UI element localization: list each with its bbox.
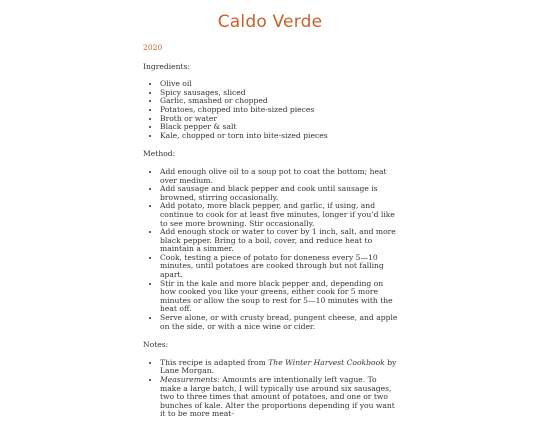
ingredients-heading: Ingredients: bbox=[143, 61, 191, 71]
method-step: • Serve alone, or with crusty bread, pungent cheese, and apple on the side, or with a nice wine or cider. bbox=[160, 314, 398, 331]
note-item bbox=[160, 376, 398, 419]
ingredients-list bbox=[143, 80, 398, 140]
note-item bbox=[160, 359, 398, 376]
note-label: Measurements: bbox=[160, 375, 220, 384]
notes-list bbox=[143, 359, 398, 419]
year-link[interactable]: 2020 bbox=[143, 43, 163, 52]
ingredient-item: • Olive oil bbox=[160, 80, 398, 89]
method-step: • Add enough olive oil to a soup pot to coat the bottom; heat over medium. bbox=[160, 168, 398, 185]
notes-heading: Notes: bbox=[143, 340, 169, 350]
method-step: • Add enough stock or water to cover by 1 inch, salt, and more black pepper. Bring to a boil, cover, and reduce heat to maintain a simmer. bbox=[160, 228, 398, 254]
method-step: • Cook, testing a piece of potato for doneness every 5—10 minutes, until potatoes are cooked through but not falling apart. bbox=[160, 254, 398, 280]
ingredient-item: • Spicy sausages, sliced bbox=[160, 89, 398, 98]
book-title: The Winter Harvest Cookbook bbox=[268, 357, 385, 367]
method-step: • Add potato, more black pepper, and garlic, if using, and continue to cook for at least five minutes, longer if you’d like to see more browning. Stir occasionally. bbox=[160, 202, 398, 228]
method-step: • Stir in the kale and more black pepper and, depending on how cooked you like your greens, either cook for 5 more minutes or allow the soup to rest for 5—10 minutes with the heat off. bbox=[160, 280, 398, 314]
ingredient-item: • Potatoes, chopped into bite-sized pieces bbox=[160, 106, 398, 115]
note-text: Amounts are intentionally left vague. To make a large batch, I will typically use around six sausages, two to three times that amount of potatoes, and one or two bunches of kale. Alter the proportions depending if you want it to be more meat- bbox=[160, 375, 395, 419]
ingredient-item: • Black pepper & salt bbox=[160, 123, 398, 132]
method-list bbox=[143, 168, 398, 331]
ingredient-item: • Kale, chopped or torn into bite-sized pieces bbox=[160, 132, 398, 141]
note-text: by Lane Morgan. bbox=[160, 357, 397, 376]
note-text: This recipe is adapted from bbox=[160, 357, 269, 367]
method-step: • Add sausage and black pepper and cook until sausage is browned, stirring occasionally. bbox=[160, 185, 398, 202]
ingredient-item: • Broth or water bbox=[160, 115, 398, 124]
page-title: Caldo Verde bbox=[217, 12, 323, 32]
recipe-content bbox=[143, 44, 398, 429]
method-heading: Method: bbox=[143, 149, 176, 159]
ingredient-item: • Garlic, smashed or chopped bbox=[160, 97, 398, 106]
